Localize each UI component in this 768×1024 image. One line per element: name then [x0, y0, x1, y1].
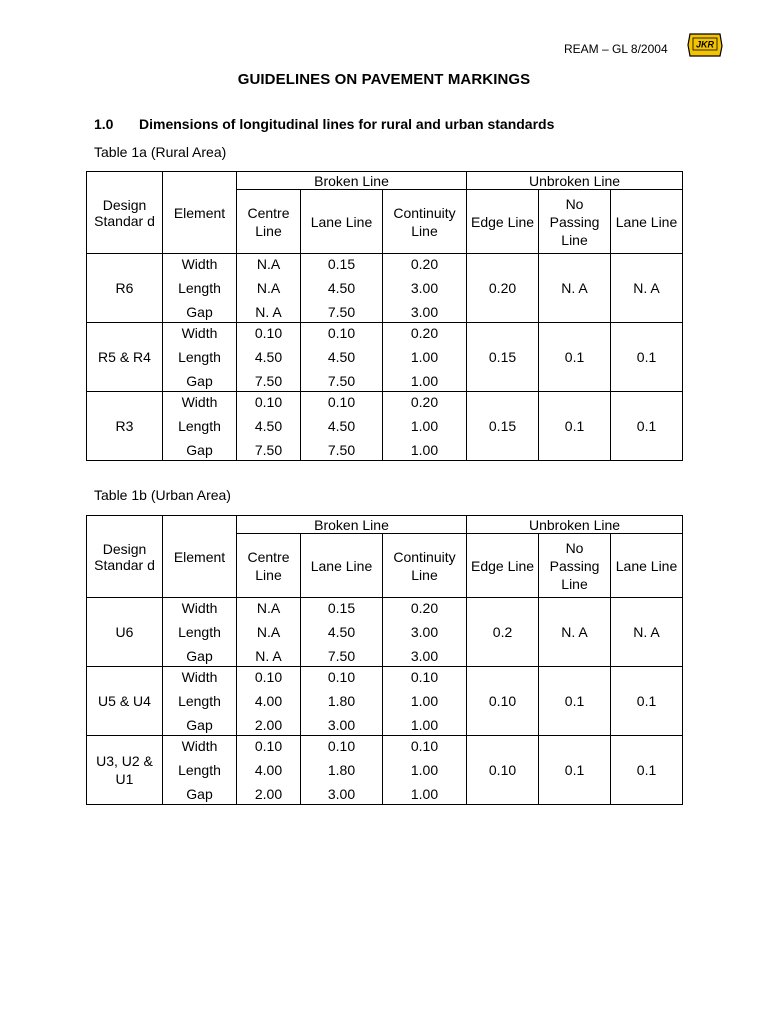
- svg-text:JKR: JKR: [695, 39, 715, 50]
- element-cell: [163, 323, 237, 392]
- header-lane-line: Lane Line: [301, 534, 383, 598]
- value: 7.50: [254, 442, 283, 458]
- value: Length: [178, 624, 221, 640]
- continuity-line-cell: [383, 392, 467, 461]
- table-row: [87, 667, 683, 736]
- centre-line-cell: [237, 254, 301, 323]
- centre-line-cell: [237, 392, 301, 461]
- value: 1.00: [410, 786, 439, 802]
- edge-line-cell: 0.10: [467, 736, 539, 805]
- value: 1.00: [410, 762, 439, 778]
- value: 1.00: [410, 418, 439, 434]
- centre-line-cell-values: [237, 737, 300, 803]
- value: Gap: [186, 648, 213, 664]
- centre-line-cell: [237, 736, 301, 805]
- header-centre-line: Centre Line: [237, 534, 301, 598]
- value: Width: [181, 394, 218, 410]
- element-cell-values: [163, 737, 236, 803]
- value: 4.50: [327, 418, 356, 434]
- header-element: Element: [163, 516, 237, 598]
- element-cell-values: [163, 255, 236, 321]
- value: 1.00: [410, 717, 439, 733]
- value: 1.00: [410, 373, 439, 389]
- value: Length: [178, 418, 221, 434]
- centre-line-cell-values: [237, 393, 300, 459]
- continuity-line-cell-values: [383, 599, 466, 665]
- lane-line-cell-values: [301, 393, 382, 459]
- lane-line-cell-values: [301, 599, 382, 665]
- element-cell: [163, 736, 237, 805]
- section-heading: [94, 116, 554, 132]
- table-row: [87, 736, 683, 805]
- table-1b-urban: [86, 515, 683, 805]
- header-no-passing-line: No Passing Line: [539, 534, 611, 598]
- value: N. A: [255, 648, 282, 664]
- value: 3.00: [410, 280, 439, 296]
- edge-line-cell: 0.15: [467, 323, 539, 392]
- value: 0.10: [327, 738, 356, 754]
- element-cell: [163, 667, 237, 736]
- table-row: [87, 598, 683, 667]
- centre-line-cell: [237, 598, 301, 667]
- value: 7.50: [327, 373, 356, 389]
- value: Length: [178, 762, 221, 778]
- table-row: [87, 392, 683, 461]
- header-unbroken-lane-line: Lane Line: [611, 534, 683, 598]
- centre-line-cell-values: [237, 668, 300, 734]
- continuity-line-cell-values: [383, 737, 466, 803]
- header-element: Element: [163, 172, 237, 254]
- value: 3.00: [327, 786, 356, 802]
- table-row: [87, 323, 683, 392]
- no-passing-line-cell: 0.1: [539, 736, 611, 805]
- centre-line-cell-values: [237, 255, 300, 321]
- design-standard-cell: U6: [87, 598, 163, 667]
- value: N.A: [256, 624, 281, 640]
- continuity-line-cell: [383, 323, 467, 392]
- table-1a-rural: [86, 171, 683, 461]
- value: Gap: [186, 442, 213, 458]
- continuity-line-cell-values: [383, 324, 466, 390]
- value: 1.80: [327, 693, 356, 709]
- edge-line-cell: 0.10: [467, 667, 539, 736]
- lane-line-cell-values: [301, 737, 382, 803]
- value: 0.10: [254, 394, 283, 410]
- header-continuity-line: Continuity Line: [383, 534, 467, 598]
- design-standard-cell: R5 & R4: [87, 323, 163, 392]
- value: 0.10: [410, 669, 439, 685]
- design-standard-cell: R3: [87, 392, 163, 461]
- value: 4.50: [254, 349, 283, 365]
- no-passing-line-cell: N. A: [539, 598, 611, 667]
- table-1b-caption: Table 1b (Urban Area): [94, 487, 231, 503]
- section-title: Dimensions of longitudinal lines for rural and urban standards: [139, 116, 555, 132]
- continuity-line-cell-values: [383, 255, 466, 321]
- header-row: [87, 516, 683, 534]
- value: 7.50: [327, 442, 356, 458]
- continuity-line-cell-values: [383, 668, 466, 734]
- header-design-standard: Design Standar d: [87, 516, 163, 598]
- value: Width: [181, 600, 218, 616]
- lane-line-cell-values: [301, 324, 382, 390]
- value: 0.20: [410, 325, 439, 341]
- lane-line-cell: [301, 598, 383, 667]
- value: 2.00: [254, 717, 283, 733]
- unbroken-lane-line-cell: 0.1: [611, 667, 683, 736]
- value: N.A: [256, 600, 281, 616]
- value: 0.10: [254, 325, 283, 341]
- unbroken-lane-line-cell: 0.1: [611, 392, 683, 461]
- edge-line-cell: 0.2: [467, 598, 539, 667]
- value: N. A: [255, 304, 282, 320]
- lane-line-cell: [301, 323, 383, 392]
- value: 3.00: [410, 304, 439, 320]
- lane-line-cell: [301, 667, 383, 736]
- continuity-line-cell: [383, 667, 467, 736]
- no-passing-line-cell: 0.1: [539, 667, 611, 736]
- header-row: [87, 172, 683, 190]
- continuity-line-cell-values: [383, 393, 466, 459]
- value: 0.20: [410, 600, 439, 616]
- header-edge-line: Edge Line: [467, 534, 539, 598]
- value: 4.00: [254, 762, 283, 778]
- value: 4.50: [254, 418, 283, 434]
- no-passing-line-cell: 0.1: [539, 392, 611, 461]
- value: 1.80: [327, 762, 356, 778]
- unbroken-lane-line-cell: 0.1: [611, 736, 683, 805]
- value: Gap: [186, 373, 213, 389]
- value: 7.50: [327, 304, 356, 320]
- value: 1.00: [410, 442, 439, 458]
- continuity-line-cell: [383, 598, 467, 667]
- jkr-logo-icon: [686, 32, 724, 58]
- value: 4.50: [327, 349, 356, 365]
- header-unbroken-line: Unbroken Line: [467, 172, 683, 190]
- value: 2.00: [254, 786, 283, 802]
- value: Gap: [186, 717, 213, 733]
- value: 0.15: [327, 256, 356, 272]
- centre-line-cell: [237, 323, 301, 392]
- value: 3.00: [327, 717, 356, 733]
- value: Width: [181, 325, 218, 341]
- centre-line-cell: [237, 667, 301, 736]
- design-standard-cell: U5 & U4: [87, 667, 163, 736]
- element-cell-values: [163, 668, 236, 734]
- no-passing-line-cell: N. A: [539, 254, 611, 323]
- section-number: 1.0: [94, 116, 114, 132]
- value: 4.00: [254, 693, 283, 709]
- unbroken-lane-line-cell: N. A: [611, 598, 683, 667]
- value: N.A: [256, 256, 281, 272]
- value: Gap: [186, 304, 213, 320]
- header-lane-line: Lane Line: [301, 190, 383, 254]
- page-title: GUIDELINES ON PAVEMENT MARKINGS: [237, 71, 531, 88]
- header-centre-line: Centre Line: [237, 190, 301, 254]
- edge-line-cell: 0.15: [467, 392, 539, 461]
- header-no-passing-line: No Passing Line: [539, 190, 611, 254]
- lane-line-cell: [301, 736, 383, 805]
- value: Length: [178, 349, 221, 365]
- value: Width: [181, 256, 218, 272]
- lane-line-cell-values: [301, 668, 382, 734]
- header-continuity-line: Continuity Line: [383, 190, 467, 254]
- element-cell: [163, 598, 237, 667]
- value: 1.00: [410, 349, 439, 365]
- unbroken-lane-line-cell: N. A: [611, 254, 683, 323]
- value: 3.00: [410, 648, 439, 664]
- document-reference: REAM – GL 8/2004: [564, 42, 668, 56]
- lane-line-cell: [301, 392, 383, 461]
- lane-line-cell: [301, 254, 383, 323]
- value: Width: [181, 738, 218, 754]
- value: 0.20: [410, 256, 439, 272]
- element-cell-values: [163, 599, 236, 665]
- header-design-standard: Design Standar d: [87, 172, 163, 254]
- header-unbroken-lane-line: Lane Line: [611, 190, 683, 254]
- header-broken-line: Broken Line: [237, 172, 467, 190]
- table-1a-caption: Table 1a (Rural Area): [94, 144, 227, 160]
- value: Length: [178, 693, 221, 709]
- value: 0.20: [410, 394, 439, 410]
- header-edge-line: Edge Line: [467, 190, 539, 254]
- unbroken-lane-line-cell: 0.1: [611, 323, 683, 392]
- continuity-line-cell: [383, 254, 467, 323]
- value: 0.10: [254, 738, 283, 754]
- design-standard-cell: R6: [87, 254, 163, 323]
- centre-line-cell-values: [237, 599, 300, 665]
- centre-line-cell-values: [237, 324, 300, 390]
- value: 1.00: [410, 693, 439, 709]
- element-cell-values: [163, 393, 236, 459]
- value: 0.15: [327, 600, 356, 616]
- value: 7.50: [254, 373, 283, 389]
- value: 0.10: [254, 669, 283, 685]
- value: N.A: [256, 280, 281, 296]
- value: 0.10: [327, 325, 356, 341]
- value: 4.50: [327, 624, 356, 640]
- header-broken-line: Broken Line: [237, 516, 467, 534]
- value: Length: [178, 280, 221, 296]
- design-standard-cell: U3, U2 & U1: [87, 736, 163, 805]
- value: 0.10: [410, 738, 439, 754]
- value: 7.50: [327, 648, 356, 664]
- table-row: [87, 254, 683, 323]
- value: 4.50: [327, 280, 356, 296]
- lane-line-cell-values: [301, 255, 382, 321]
- continuity-line-cell: [383, 736, 467, 805]
- element-cell-values: [163, 324, 236, 390]
- header-unbroken-line: Unbroken Line: [467, 516, 683, 534]
- value: 3.00: [410, 624, 439, 640]
- edge-line-cell: 0.20: [467, 254, 539, 323]
- element-cell: [163, 254, 237, 323]
- value: 0.10: [327, 394, 356, 410]
- value: 0.10: [327, 669, 356, 685]
- no-passing-line-cell: 0.1: [539, 323, 611, 392]
- value: Gap: [186, 786, 213, 802]
- value: Width: [181, 669, 218, 685]
- element-cell: [163, 392, 237, 461]
